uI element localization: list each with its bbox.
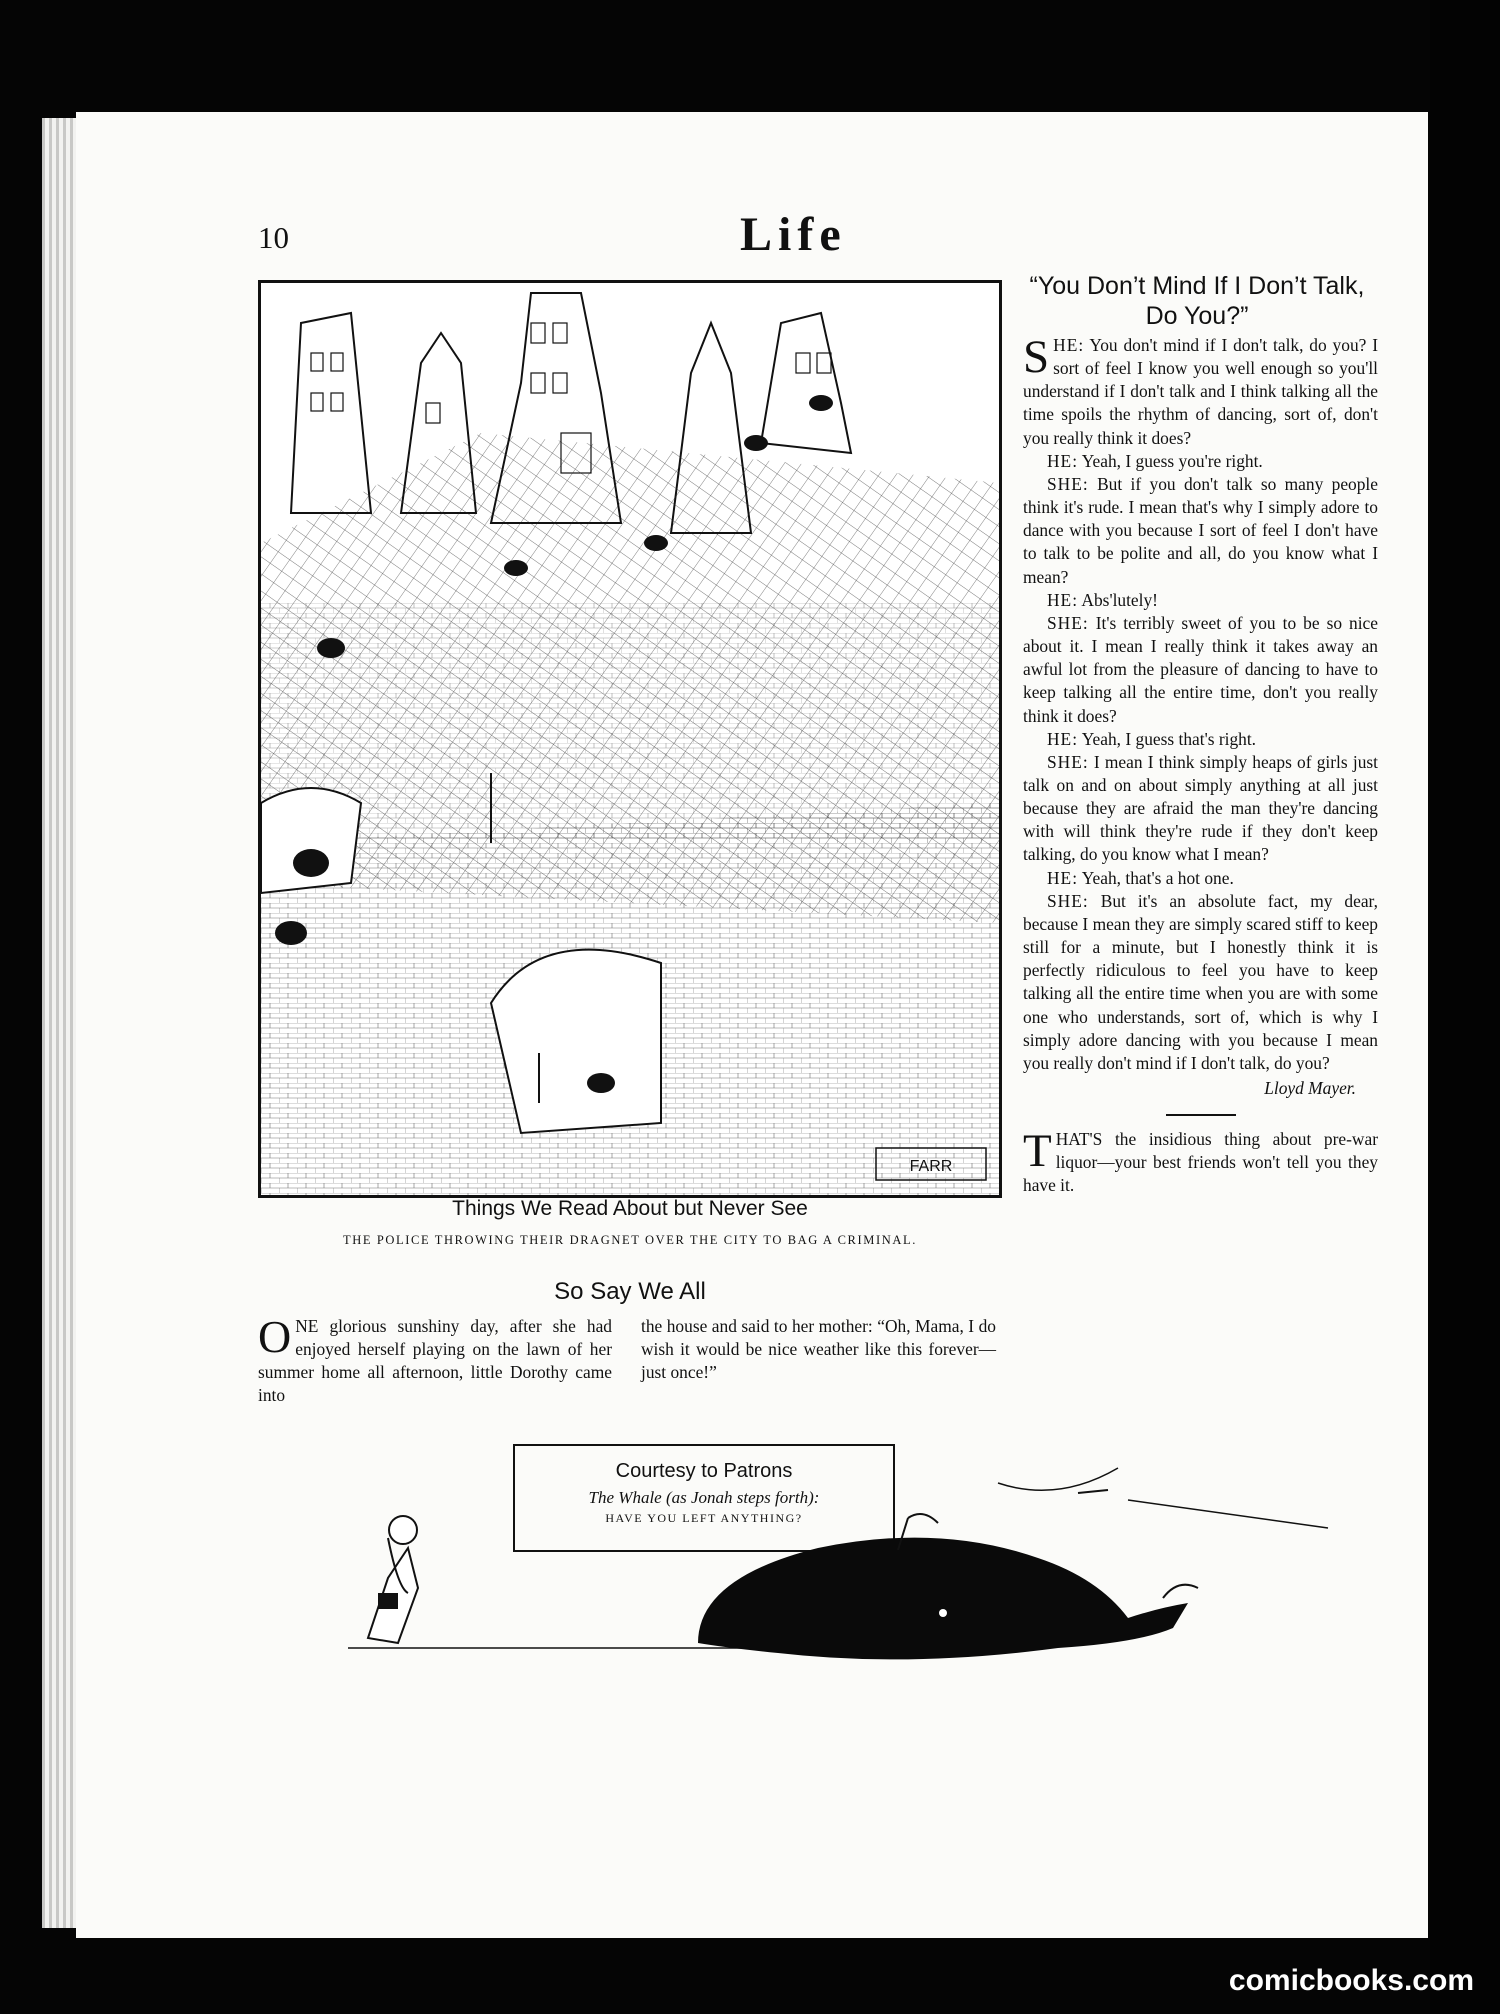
speaker: HE: — [1047, 450, 1079, 471]
binding-spine — [1430, 0, 1500, 2014]
dragnet-cartoon — [258, 280, 1002, 1198]
dialogue-text: Yeah, I guess you're right. — [1081, 450, 1263, 471]
dialogue-text: But if you don't talk so many people think it's rude. I mean that's why I simply adore to dance with you because I sort of feel I don't have to talk to be polite and all, do you know what I mean? — [1023, 473, 1378, 587]
whale-illustration — [258, 1428, 1388, 1698]
whale-cartoon-line: The Whale (as Jonah steps forth): — [588, 1488, 820, 1507]
dialogue-text: Yeah, I guess that's right. — [1081, 728, 1257, 749]
whale-cartoon-title: Courtesy to Patrons — [615, 1460, 793, 1482]
speaker: SHE: — [1047, 890, 1089, 911]
cartoon-title: Things We Read About but Never See — [452, 1197, 808, 1220]
speaker: SHE: — [1047, 751, 1089, 772]
page-number: 10 — [258, 220, 289, 255]
filler-paragraph: THAT'S the insidious thing about pre-war liquor—your best friends won't tell you they have it. — [1023, 1125, 1378, 1196]
artist-signature: FARR — [909, 1158, 953, 1175]
speaker: HE: — [1047, 728, 1079, 749]
story-title: So Say We All — [554, 1278, 706, 1305]
masthead: Life — [740, 208, 847, 261]
dialogue-text: Abs'lutely! — [1081, 589, 1158, 610]
speaker: SHE: — [1047, 473, 1089, 494]
drop-cap: T — [1023, 1125, 1052, 1178]
whale-cartoon-quote: HAVE YOU LEFT ANYTHING? — [605, 1511, 803, 1525]
story-column-2: the house and said to her mother: “Oh, Mama, I do wish it would be nice weather like this forever—just once!” — [641, 1316, 996, 1383]
dialogue-title: “You Don’t Mind If I Don’t Talk, Do You?” — [1029, 272, 1365, 330]
speaker: HE: — [1047, 867, 1079, 888]
speaker: HE: — [1053, 335, 1085, 355]
dialogue-text: Yeah, that's a hot one. — [1081, 867, 1234, 888]
speaker: HE: — [1047, 589, 1079, 610]
byline: Lloyd Mayer. — [1264, 1078, 1356, 1098]
speaker: SHE: — [1047, 612, 1089, 633]
dragnet-illustration — [261, 283, 999, 1195]
watermark: comicbooks.com — [1228, 1964, 1474, 1997]
dialogue-text: It's terribly sweet of you to be so nice about it. I mean I really think it takes away an awful lot from the pleasure of dancing to have to keep talking all the entire time, don't you really think it does? — [1023, 612, 1378, 726]
story-column-1: ONE glorious sunshiny day, after she had enjoyed herself playing on the lawn of her summer home all afternoon, little Dorothy came into — [258, 1311, 612, 1406]
drop-cap: O — [258, 1311, 292, 1362]
dialogue-text: But it's an absolute fact, my dear, because I mean they are simply scared stiff to keep still for a minute, but I honestly think it is perfectly ridiculous to feel you have to keep talking all the entire time when you are with some one who understands, sort of, which is why I simply adore dancing with you because I mean you really don't mind if I don't talk, do you? — [1023, 890, 1378, 1073]
section-rule — [1166, 1114, 1236, 1116]
dialogue-text: I mean I think simply heaps of girls just talk on and on about simply anything at all just because they are afraid the man they're dancing with will think they're rude if they don't keep talking, do you know what I mean? — [1023, 751, 1378, 865]
cartoon-subtitle: THE POLICE THROWING THEIR DRAGNET OVER THE CITY TO BAG A CRIMINAL. — [343, 1233, 917, 1247]
dialogue-text: You don't mind if I don't talk, do you? I sort of feel I know you well enough so you'll understand if I don't talk and I think talking all the time spoils the rhythm of dancing, sort of, don't you really think it does? — [1023, 335, 1379, 448]
drop-cap: S — [1023, 331, 1050, 383]
dialogue-article — [1023, 331, 1379, 1198]
